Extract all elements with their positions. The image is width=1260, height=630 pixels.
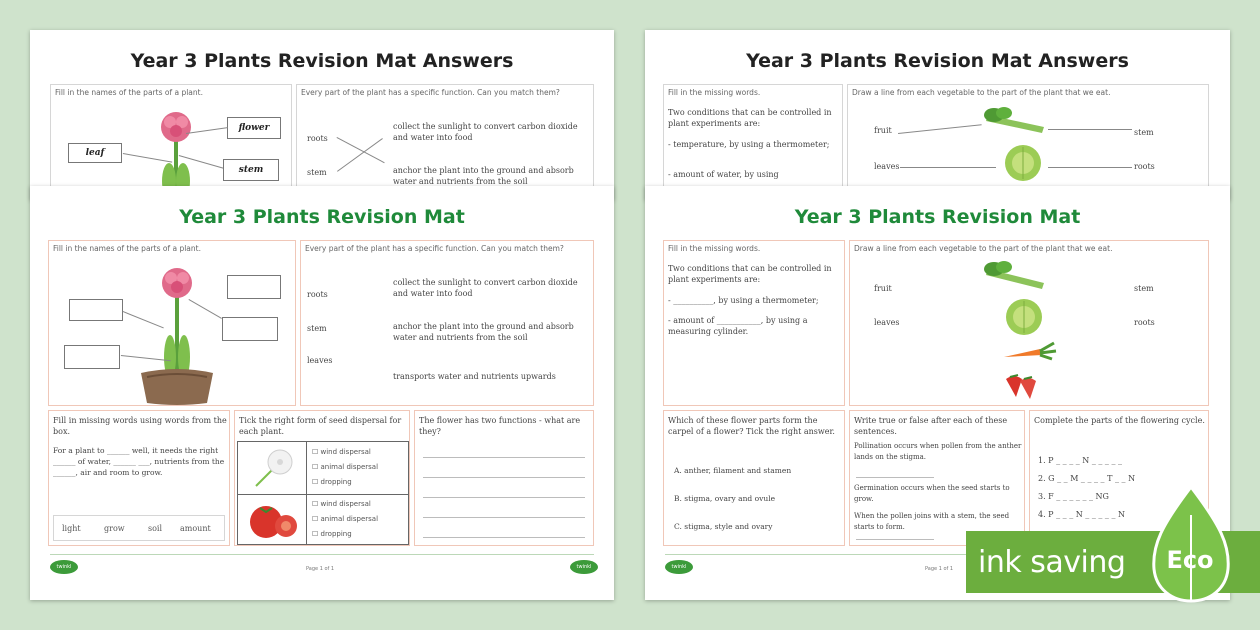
cycle-item: 4. P _ _ _ N _ _ _ _ _ N <box>1038 510 1125 519</box>
dandelion-icon <box>248 446 298 490</box>
answer-veg-stem: stem <box>1134 128 1154 137</box>
flower-functions-prompt: The flower has two functions - what are they? <box>419 416 581 436</box>
dispersal-option[interactable]: ☐ wind dispersal <box>312 448 371 456</box>
cabbage-icon <box>998 297 1050 337</box>
missing-words-box <box>48 410 230 546</box>
function-part-roots: roots <box>307 290 328 299</box>
right-answers-missing-prompt: Fill in the missing words. <box>668 88 761 97</box>
parts-prompt: Fill in the names of the parts of a plant. <box>53 244 201 253</box>
plant-in-soil-illustration <box>137 265 217 405</box>
carpel-option[interactable]: C. stigma, style and ovary <box>674 522 773 531</box>
right-answers-sheet <box>645 30 1230 200</box>
dispersal-option[interactable]: ☐ dropping <box>312 530 352 538</box>
dispersal-option[interactable]: ☐ animal dispersal <box>312 463 379 471</box>
vegetables-box <box>849 240 1209 406</box>
cycle-item: 3. F _ _ _ _ _ _ NG <box>1038 492 1109 501</box>
function-text-2: anchor the plant into the ground and absorb water and nutrients from the soil <box>393 322 574 342</box>
right-answers-veg-box <box>847 84 1209 200</box>
draw-line-prompt: Draw a line from each vegetable to the part of the plant that we eat. <box>854 244 1113 253</box>
carpel-prompt: Which of these flower parts form the carpel of a flower? Tick the right answer. <box>668 416 835 436</box>
match-line <box>1048 167 1132 168</box>
answer-line <box>423 537 585 538</box>
eco-leaf-icon <box>1150 485 1232 605</box>
word-bank-item: light <box>62 524 81 533</box>
match-line <box>900 167 996 168</box>
ink-saving-text: ink saving <box>978 544 1126 580</box>
label-flower: flower <box>227 117 281 139</box>
answer-line <box>423 457 585 458</box>
right-answers-title: Year 3 Plants Revision Mat Answers <box>746 50 1129 72</box>
answer-missing-line-2: - temperature, by using a thermometer; <box>668 140 830 149</box>
left-answers-parts-prompt: Fill in the names of the parts of a plant. <box>55 88 203 97</box>
cycle-item: 1. P _ _ _ _ N _ _ _ _ _ <box>1038 456 1122 465</box>
dispersal-option[interactable]: ☐ wind dispersal <box>312 500 371 508</box>
veg-part-fruit: fruit <box>874 284 892 293</box>
dispersal-prompt: Tick the right form of seed dispersal for each plant. <box>239 416 402 436</box>
dispersal-option-label: animal dispersal <box>320 515 379 523</box>
dispersal-option-label: wind dispersal <box>320 448 371 456</box>
match-line <box>898 124 982 134</box>
answer-function-1: collect the sunlight to convert carbon dioxide and water into food <box>393 122 578 142</box>
page-number: Page 1 of 1 <box>925 566 954 572</box>
parts-of-plant-box <box>48 240 296 406</box>
dispersal-table <box>237 441 409 545</box>
missing-line-right: - __________, by using a thermometer; <box>668 296 819 305</box>
carpel-option[interactable]: B. stigma, ovary and ovule <box>674 494 776 503</box>
left-answers-parts-box <box>50 84 292 200</box>
cycle-item: 2. G _ _ M _ _ _ _ T _ _ N <box>1038 474 1136 483</box>
answer-veg-roots: roots <box>1134 162 1155 171</box>
seed-dispersal-box <box>234 410 410 546</box>
answer-function-2: anchor the plant into the ground and absorb water and nutrients from the soil <box>393 166 574 186</box>
answer-veg-fruit: fruit <box>874 126 892 135</box>
missing-line-right: Two conditions that can be controlled in plant experiments are: <box>668 264 832 284</box>
answer-line <box>856 477 934 478</box>
right-answers-missing-box <box>663 84 843 200</box>
answer-part-stem: stem <box>307 168 327 177</box>
tomato-icon <box>246 500 300 540</box>
answer-part-roots: roots <box>307 134 328 143</box>
dispersal-option-label: animal dispersal <box>320 463 379 471</box>
celery-icon <box>984 107 1050 137</box>
celery-icon <box>984 261 1050 293</box>
functions-prompt: Every part of the plant has a specific function. Can you match them? <box>305 244 564 253</box>
footer-divider <box>50 554 594 555</box>
word-bank-item: grow <box>104 524 125 533</box>
true-false-item: When the pollen joins with a stem, the seed starts to form. <box>854 512 1010 531</box>
left-revision-sheet <box>30 186 614 600</box>
veg-part-roots: roots <box>1134 318 1155 327</box>
left-answers-functions-prompt: Every part of the plant has a specific function. Can you match them? <box>301 88 560 97</box>
answer-line <box>423 497 585 498</box>
answer-missing-line-3: - amount of water, by using <box>668 170 779 179</box>
missing-line-right: - amount of ___________, by using a measuring cylinder. <box>668 316 808 336</box>
right-revision-title: Year 3 Plants Revision Mat <box>794 206 1081 228</box>
function-text-1: collect the sunlight to convert carbon dioxide and water into food <box>393 278 578 298</box>
true-false-item: Pollination occurs when pollen from the anther lands on the stigma. <box>854 442 1022 461</box>
eco-badge-text: Eco <box>1166 546 1214 574</box>
true-false-prompt: Write true or false after each of these sentences. <box>854 416 1008 436</box>
blank-label-box <box>222 317 278 341</box>
missing-words-text: For a plant to ______ well, it needs the right ______ of water, ______ ___, nutrients from the ______, air and room to grow. <box>53 446 225 477</box>
plant-functions-box <box>300 240 594 406</box>
blank-label-box <box>64 345 120 369</box>
veg-part-leaves: leaves <box>874 318 900 327</box>
true-false-item: Germination occurs when the seed starts to grow. <box>854 484 1010 503</box>
answer-line <box>856 539 934 540</box>
word-bank-item: amount <box>180 524 211 533</box>
answer-line <box>423 517 585 518</box>
carpel-question-box <box>663 410 845 546</box>
table-divider <box>238 494 409 495</box>
word-bank <box>53 515 225 541</box>
word-bank-item: soil <box>148 524 163 533</box>
match-line <box>1048 129 1132 130</box>
strawberry-icon <box>1002 369 1042 401</box>
right-answers-veg-prompt: Draw a line from each vegetable to the part of the plant that we eat. <box>852 88 1111 97</box>
cabbage-icon <box>998 143 1048 183</box>
answer-line <box>423 477 585 478</box>
label-stem: stem <box>223 159 279 181</box>
twinkl-logo: twinkl <box>50 560 78 574</box>
twinkl-logo: twinkl <box>570 560 598 574</box>
dispersal-option-label: dropping <box>320 530 352 538</box>
label-leaf: leaf <box>68 143 122 163</box>
true-false-box <box>849 410 1025 546</box>
function-text-3: transports water and nutrients upwards <box>393 372 556 381</box>
dispersal-option-label: wind dispersal <box>320 500 371 508</box>
function-part-leaves: leaves <box>307 356 333 365</box>
left-answers-title: Year 3 Plants Revision Mat Answers <box>130 50 514 72</box>
left-answers-sheet <box>30 30 614 200</box>
match-line <box>337 138 383 172</box>
flower-functions-box <box>414 410 594 546</box>
carpel-option[interactable]: A. anther, filament and stamen <box>674 466 792 475</box>
carrot-icon <box>1000 341 1058 365</box>
function-part-stem: stem <box>307 324 327 333</box>
twinkl-logo: twinkl <box>665 560 693 574</box>
dispersal-option-label: dropping <box>320 478 352 486</box>
answer-veg-leaves: leaves <box>874 162 900 171</box>
missing-words-box-right <box>663 240 845 406</box>
dispersal-option[interactable]: ☐ animal dispersal <box>312 515 379 523</box>
page-number: Page 1 of 1 <box>306 566 335 572</box>
dispersal-option[interactable]: ☐ dropping <box>312 478 352 486</box>
blank-label-box <box>69 299 123 321</box>
answer-missing-line-1: Two conditions that can be controlled in plant experiments are: <box>668 108 832 128</box>
left-revision-title: Year 3 Plants Revision Mat <box>179 206 465 228</box>
cycle-prompt: Complete the parts of the flowering cycle. <box>1034 416 1205 425</box>
missing-words-prompt: Fill in missing words using words from the box. <box>53 416 227 436</box>
missing-prompt-right: Fill in the missing words. <box>668 244 761 253</box>
veg-part-stem: stem <box>1134 284 1154 293</box>
left-answers-functions-box <box>296 84 594 200</box>
blank-label-box <box>227 275 281 299</box>
